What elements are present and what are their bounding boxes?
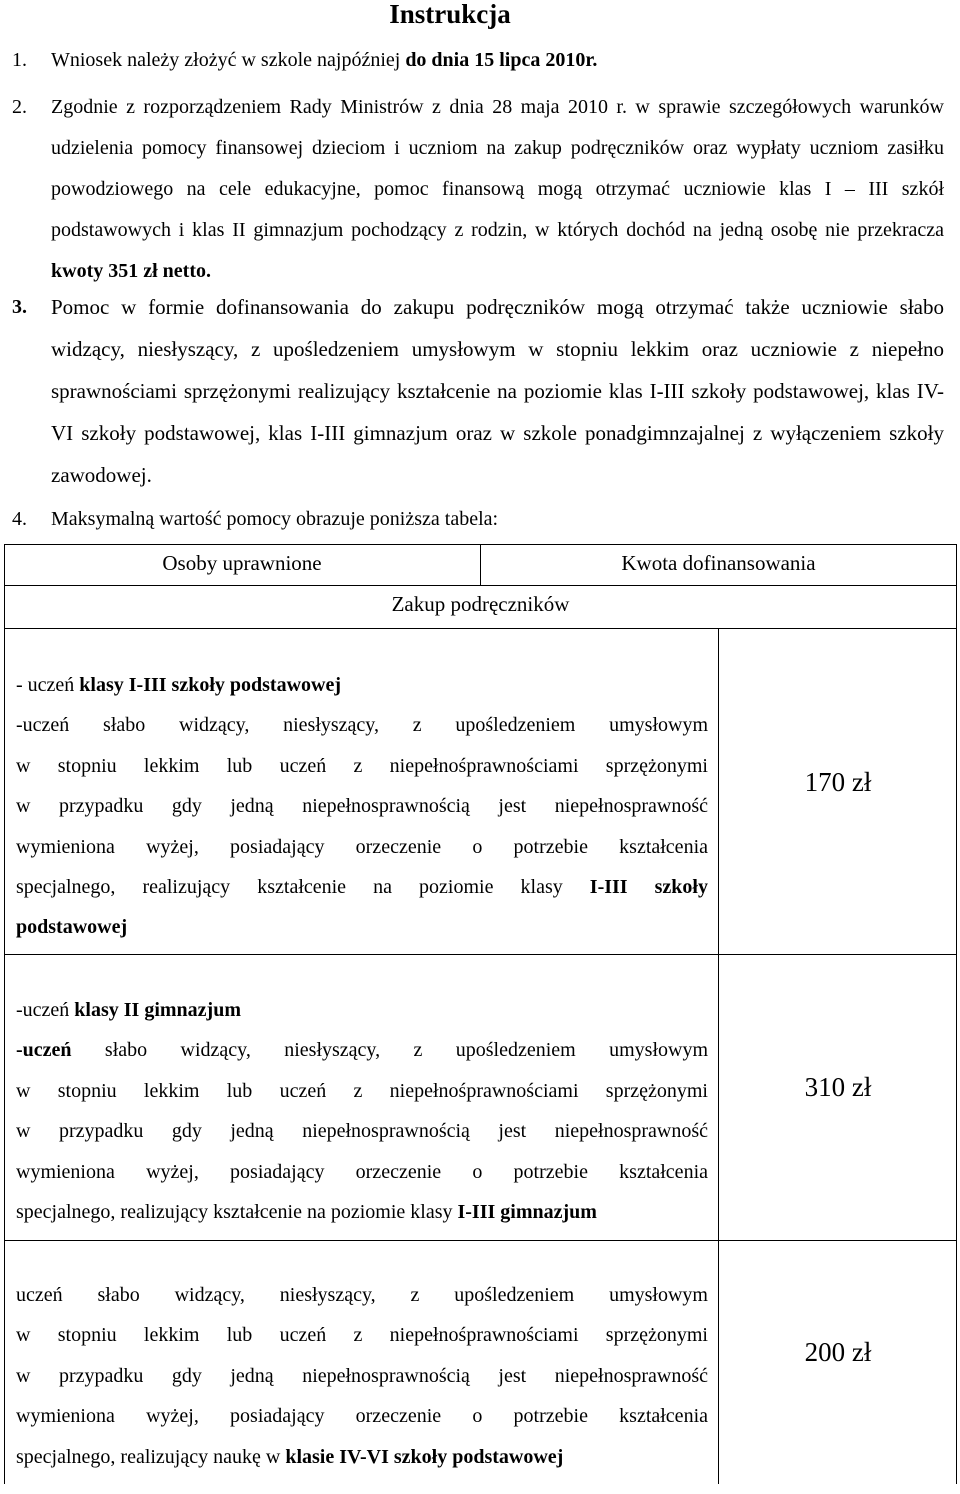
item-text (51, 287, 944, 497)
table-row-line (16, 1356, 708, 1396)
item-text-bold-part: kwoty 351 zł netto. (51, 260, 211, 282)
instruction-item-2 (12, 87, 944, 292)
line-part: w przypadku gdy jedną niepełnosprawnością jest niepełnosprawność (16, 1364, 708, 1387)
item-text (51, 502, 944, 536)
line-part: w przypadku gdy jedną niepełnosprawnością jest niepełnosprawność (16, 795, 708, 818)
header-amount: Kwota dofinansowania (621, 551, 816, 575)
line-part: wymieniona wyżej, posiadający orzeczenie o potrzebie kształcenia (16, 1160, 708, 1183)
table-row-line (16, 1192, 708, 1232)
line-part: słabo widzący, niesłyszący, z upośledzeniem umysłowym (71, 1039, 708, 1062)
line-part: w stopniu lekkim lub uczeń z niepełnośprawnościami sprzężonymi (16, 754, 708, 777)
item-number: 1. (12, 49, 27, 71)
item-text (51, 87, 944, 292)
item-text-part: Wniosek należy złożyć w szkole najpóźniej (51, 49, 406, 71)
table-row-persons (16, 1275, 708, 1477)
line-bold-part: klasy II gimnazjum (74, 999, 241, 1021)
table-row-persons (16, 665, 708, 948)
item-number: 3. (12, 296, 27, 318)
table-row-line (16, 665, 708, 705)
table-row-line (16, 907, 708, 947)
row-divider (4, 1240, 957, 1241)
table-row-amount: 170 zł (804, 767, 872, 797)
table-row-amount: 310 zł (804, 1072, 872, 1102)
table-row-line (16, 990, 708, 1030)
table-row-line (16, 1437, 708, 1477)
table-row-line (16, 1275, 708, 1315)
table-row-amount: 200 zł (804, 1337, 872, 1367)
table-row-line (16, 1315, 708, 1355)
line-bold-part: -uczeń (16, 1039, 72, 1062)
item-text-bold-part: do dnia 15 lipca 2010r. (405, 49, 598, 71)
item-text-part: Zgodnie z rozporządzeniem Rady Ministrów z dnia 28 maja 2010 r. w sprawie szczegółowych warunków udzielenia pomocy finansowej dzieciom i uczniom na zakup podręczników oraz wypłaty uczniom zasiłku powodziowego na cele edukacyjne, pomoc finansową mogą otrzymać uczniowie klas I – III szkół podstawowych i klas II gimnazjum pochodzący z rodzin, w których dochód na jedną osobę nie przekracza (51, 96, 944, 241)
header-bottom-border (4, 628, 957, 629)
instruction-item-1 (12, 44, 944, 76)
header-persons: Osoby uprawnione (162, 551, 322, 575)
line-part: w stopniu lekkim lub uczeń z niepełnośprawnościami sprzężonymi (16, 1324, 708, 1347)
aid-amount-table (4, 544, 957, 1494)
item-text-part: Maksymalną wartość pomocy obrazuje poniższa tabela: (51, 508, 499, 530)
table-row-persons (16, 990, 708, 1232)
table-row-line (16, 827, 708, 867)
table-row-line (16, 705, 708, 745)
line-part: w stopniu lekkim lub uczeń z niepełnośprawnościami sprzężonymi (16, 1079, 708, 1102)
table-row-line (16, 867, 708, 907)
line-part: uczeń słabo widzący, niesłyszący, z upośledzeniem umysłowym (16, 1284, 708, 1306)
line-bold-part: podstawowej (16, 916, 128, 939)
line-bold-part: I-III gimnazjum (457, 1201, 597, 1224)
row-divider (4, 954, 957, 955)
line-part: - uczeń (16, 674, 80, 696)
item-number: 4. (12, 508, 27, 530)
line-part: w przypadku gdy jedną niepełnosprawnością jest niepełnosprawność (16, 1120, 708, 1143)
table-row-line (16, 1152, 708, 1192)
item-text (51, 44, 944, 76)
line-bold-part: klasie IV-VI szkoły podstawowej (285, 1445, 564, 1468)
table-row-line (16, 1071, 708, 1111)
line-part: -uczeń (16, 999, 75, 1021)
line-part: specjalnego, realizujący naukę w (16, 1445, 286, 1468)
item-number: 2. (12, 96, 27, 118)
line-bold-part: klasy I-III szkoły podstawowej (79, 674, 342, 696)
line-part: wymieniona wyżej, posiadający orzeczenie o potrzebie kształcenia (16, 835, 708, 858)
instruction-item-4 (12, 502, 944, 536)
table-row-line (16, 1111, 708, 1151)
table-row-line (16, 786, 708, 826)
table-row-line (16, 746, 708, 786)
line-part: specjalnego, realizujący kształcenie na poziomie klasy (16, 1201, 458, 1224)
table-border-left (4, 544, 5, 1484)
line-part: -uczeń słabo widzący, niesłyszący, z upośledzeniem umysłowym (16, 714, 708, 737)
table-row-line (16, 1396, 708, 1436)
line-part: wymieniona wyżej, posiadający orzeczenie o potrzebie kształcenia (16, 1405, 708, 1428)
item-text-part: Pomoc w formie dofinansowania do zakupu podręczników mogą otrzymać także uczniowie słabo widzący, niesłyszący, z upośledzeniem umysłowym w stopniu lekkim oraz uczniowie z niepełno sprawnościami sprzężonymi realizujący kształcenie na poziomie klas I-III szkoły podstawowej, klas IV-VI szkoły podstawowej, klas I-III gimnazjum oraz w szkole ponadgimnzajalnej z wyłączeniem szkoły zawodowej. (51, 295, 944, 487)
line-part: specjalnego, realizujący kształcenie na poziomie klasy (16, 876, 590, 899)
page-title: Instrukcja (389, 0, 511, 29)
header-purchase: Zakup podręczników (391, 592, 570, 616)
line-bold-part: I-III szkoły (589, 876, 708, 899)
table-row-line (16, 1030, 708, 1070)
instruction-item-3 (12, 287, 944, 497)
